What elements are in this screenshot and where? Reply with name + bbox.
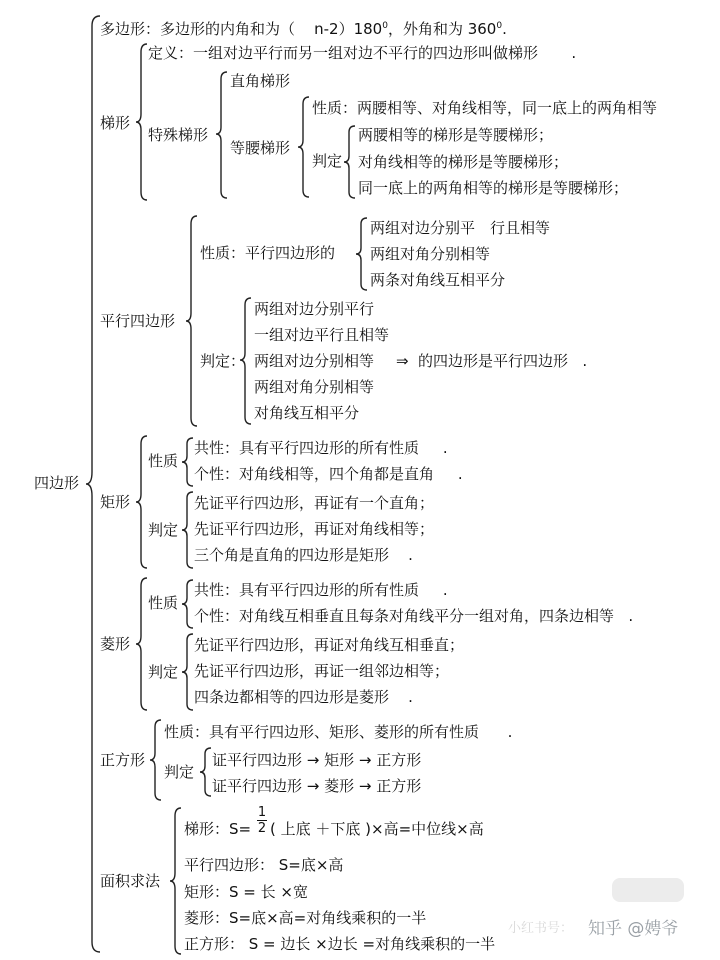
polygon-text-e: . — [502, 20, 507, 38]
brace-isosceles — [298, 95, 310, 199]
rect-judge-2: 先证平行四边形，再证对角线相等； — [194, 520, 435, 538]
brace-rect-props — [182, 436, 194, 488]
square-label: 正方形 — [100, 751, 146, 769]
para-prop-label: 性质：平行四边形的 — [200, 244, 336, 262]
rect-prop-label: 性质 — [148, 452, 179, 470]
rhom-judge-3-dot: . — [408, 688, 413, 706]
iso-prop — [312, 99, 657, 117]
square-prop-dot: . — [507, 723, 513, 741]
square-judge-2: 证平行四边形 → 菱形 → 正方形 — [212, 777, 422, 795]
rect-prop-2 — [194, 465, 463, 483]
area-rhombus: 菱形：S=底×高=对角线乘积的一半 — [184, 909, 427, 927]
para-prop-1: 两组对边分别平 行且相等 — [370, 219, 551, 237]
iso-judge-label: 判定 — [312, 152, 343, 170]
rhom-prop-1-text: 共性：具有平行四边形的所有性质 — [194, 581, 420, 599]
trapezoid-definition-dot: . — [571, 44, 577, 62]
iso-prop-text: 两腰相等、对角线相等，同一底上的两角相等 — [357, 99, 658, 117]
para-conclusion — [418, 352, 587, 370]
para-judge-2: 一组对边平行且相等 — [254, 326, 390, 344]
brace-square — [150, 718, 162, 802]
rect-judge-1: 先证平行四边形，再证有一个直角； — [194, 494, 435, 512]
rect-judge-3-text: 三个角是直角的四边形是矩形 — [194, 546, 390, 564]
watermark-logo-box — [612, 878, 684, 902]
rect-judge-3 — [194, 546, 413, 564]
polygon-sup-b: 0 — [496, 21, 503, 31]
brace-square-judges — [200, 746, 212, 798]
polygon-text-a: 多边形：多边形的内角和为（ — [100, 20, 296, 38]
rhom-prop-1-dot: . — [442, 581, 448, 599]
square-judge-1: 证平行四边形 → 矩形 → 正方形 — [212, 751, 422, 769]
rhom-prop-2-dot: . — [628, 607, 634, 625]
rect-prop-1-dot: . — [442, 439, 448, 457]
para-arrow: ⇒ — [396, 352, 409, 370]
rect-judge-3-dot: . — [408, 546, 413, 564]
iso-prop-label: 性质： — [312, 99, 358, 117]
brace-rhombus — [136, 576, 148, 712]
brace-rhom-judges — [182, 632, 194, 712]
rect-prop-2-dot: . — [457, 465, 463, 483]
watermark-zhihu: 知乎 @娉爷 — [588, 919, 679, 939]
brace-iso-judge — [344, 124, 356, 200]
para-judge-label: 判定： — [200, 352, 246, 370]
rhom-judge-2: 先证平行四边形，再证一组邻边相等； — [194, 662, 450, 680]
rhom-judge-3 — [194, 688, 413, 706]
parallelogram-label: 平行四边形 — [100, 312, 176, 330]
rhombus-label: 菱形 — [100, 635, 131, 653]
brace-para-props — [356, 216, 368, 292]
brace-area — [170, 806, 182, 956]
brace-rectangle — [136, 434, 148, 570]
polygon-text-c: ）180 — [338, 20, 383, 38]
area-trapezoid-a: 梯形：S= — [184, 820, 252, 838]
para-prop-3: 两条对角线互相平分 — [370, 271, 506, 289]
para-judge-5: 对角线互相平分 — [254, 404, 360, 422]
para-judge-4: 两组对角分别相等 — [254, 378, 375, 396]
brace-special — [216, 70, 228, 200]
rhom-prop-label: 性质 — [148, 594, 179, 612]
trapezoid-isosceles: 等腰梯形 — [230, 139, 291, 157]
rhom-judge-1: 先证平行四边形，再证对角线互相垂直； — [194, 636, 465, 654]
polygon-text-d: ，外角和为 360 — [387, 20, 497, 38]
polygon-text-b: n-2 — [314, 20, 339, 38]
area-square: 正方形： S = 边长 ×边长 =对角线乘积的一半 — [184, 935, 496, 953]
rect-judge-label: 判定 — [148, 521, 179, 539]
root-label: 四边形 — [34, 474, 80, 492]
square-judge-label: 判定 — [164, 763, 195, 781]
rhom-prop-2 — [194, 607, 633, 625]
brace-rect-judges — [182, 490, 194, 570]
trapezoid-label: 梯形 — [100, 114, 131, 132]
para-conclusion-dot: . — [582, 352, 588, 370]
area-rectangle: 矩形：S = 长 ×宽 — [184, 883, 308, 901]
para-conclusion-text: 的四边形是平行四边形 — [418, 352, 569, 370]
trapezoid-definition — [148, 44, 576, 62]
brace-trapezoid — [136, 42, 148, 202]
rhom-judge-3-text: 四条边都相等的四边形是菱形 — [194, 688, 390, 706]
fraction-numerator: 1 — [257, 805, 267, 820]
para-judge-1: 两组对边分别平行 — [254, 300, 375, 318]
area-fraction — [257, 806, 267, 835]
trapezoid-right: 直角梯形 — [230, 72, 291, 90]
area-trapezoid-b: ( 上底 ＋下底 )×高=中位线×高 — [270, 820, 484, 838]
para-prop-2: 两组对角分别相等 — [370, 245, 491, 263]
square-prop — [164, 723, 512, 741]
iso-judge-1: 两腰相等的梯形是等腰梯形； — [358, 126, 554, 144]
rect-prop-2-text: 个性：对角线相等，四个角都是直角 — [194, 465, 435, 483]
trapezoid-special: 特殊梯形 — [148, 126, 209, 144]
rect-prop-1-text: 共性：具有平行四边形的所有性质 — [194, 439, 420, 457]
rhom-prop-2-text: 个性：对角线互相垂直且每条对角线平分一组对角，四条边相等 — [194, 607, 615, 625]
fraction-denominator: 2 — [257, 821, 267, 836]
brace-rhom-props — [182, 578, 194, 630]
trapezoid-definition-text: 定义：一组对边平行而另一组对边不平行的四边形叫做梯形 — [148, 44, 539, 62]
brace-root — [86, 14, 102, 954]
rhom-prop-1 — [194, 581, 448, 599]
square-prop-text: 性质：具有平行四边形、矩形、菱形的所有性质 — [164, 723, 480, 741]
polygon-sup-a: 0 — [382, 21, 388, 31]
rect-prop-1 — [194, 439, 448, 457]
rectangle-label: 矩形 — [100, 493, 131, 511]
polygon-line — [100, 17, 507, 38]
para-judge-3: 两组对边分别相等 — [254, 352, 375, 370]
iso-judge-2: 对角线相等的梯形是等腰梯形； — [358, 153, 569, 171]
watermark-xhs: 小红书号： — [508, 921, 574, 936]
rhom-judge-label: 判定 — [148, 663, 179, 681]
area-parallelogram: 平行四边形： S=底×高 — [184, 856, 344, 874]
area-label: 面积求法 — [100, 872, 161, 890]
brace-parallelogram — [186, 214, 198, 428]
iso-judge-3: 同一底上的两角相等的梯形是等腰梯形； — [358, 179, 629, 197]
